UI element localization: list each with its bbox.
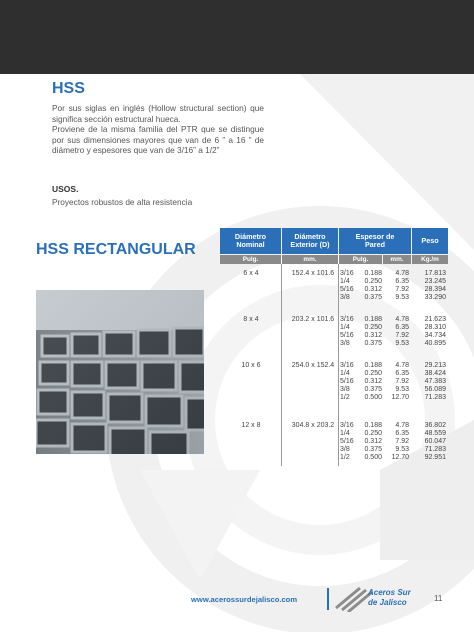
logo-line1: Aceros Sur	[368, 588, 411, 597]
cell-inches: 0.312	[364, 286, 382, 294]
cell-inches: 0.312	[364, 438, 382, 446]
cell-fraction: 1/4	[340, 430, 350, 438]
cell-kg-per-m: 34.734	[424, 332, 446, 340]
cell-mm: 9.53	[395, 340, 409, 348]
cell-inches: 0.375	[364, 386, 382, 394]
cell-kg-per-m: 29.213	[424, 362, 446, 369]
cell-exterior: 203.2 x 101.6	[291, 316, 335, 323]
cell-fraction: 1/4	[340, 324, 350, 332]
cell-mm: 7.92	[395, 286, 409, 294]
subhead-peso: Kg./m	[412, 255, 448, 264]
cell-mm: 7.92	[395, 438, 409, 446]
cell-fraction: 1/4	[340, 370, 350, 378]
cell-exterior: 304.8 x 203.2	[291, 422, 335, 429]
cell-fraction: 3/16	[340, 362, 354, 369]
cell-fraction: 5/16	[340, 378, 354, 386]
cell-kg-per-m: 92.951	[424, 454, 446, 462]
cell-kg-per-m: 47.383	[424, 378, 446, 386]
cell-mm: 7.92	[395, 332, 409, 340]
footer-divider	[327, 588, 329, 610]
cell-inches: 0.188	[364, 316, 382, 323]
cell-inches: 0.250	[364, 370, 382, 378]
cell-kg-per-m: 48.559	[424, 430, 446, 438]
cell-mm: 4.78	[395, 422, 409, 429]
cell-fraction: 3/16	[340, 270, 354, 277]
steel-tubes-photo	[36, 290, 204, 454]
cell-inches: 0.188	[364, 422, 382, 429]
cell-mm: 12.70	[391, 394, 409, 402]
cell-kg-per-m: 21.623	[424, 316, 446, 323]
cell-kg-per-m: 33.290	[424, 294, 446, 302]
cell-exterior: 152.4 x 101.6	[291, 270, 335, 277]
cell-mm: 4.78	[395, 316, 409, 323]
cell-mm: 9.53	[395, 386, 409, 394]
cell-fraction: 3/8	[340, 294, 350, 302]
cell-fraction: 3/8	[340, 386, 350, 394]
col-head-peso: Peso	[412, 228, 448, 254]
cell-kg-per-m: 17.813	[424, 270, 446, 277]
subhead-exterior: mm.	[282, 255, 338, 264]
subhead-espesor-mm: mm.	[383, 255, 411, 264]
cell-fraction: 5/16	[340, 438, 354, 446]
cell-kg-per-m: 56.089	[424, 386, 446, 394]
cell-kg-per-m: 38.424	[424, 370, 446, 378]
hss-rectangular-title: HSS RECTANGULAR	[36, 241, 196, 258]
cell-nominal: 12 x 8	[241, 422, 261, 429]
cell-fraction: 3/8	[340, 446, 350, 454]
col-head-exterior: Diámetro Exterior (D)	[282, 228, 338, 254]
cell-fraction: 5/16	[340, 332, 354, 340]
cell-kg-per-m: 36.802	[424, 422, 446, 429]
cell-mm: 9.53	[395, 446, 409, 454]
hss-title: HSS	[52, 80, 85, 97]
cell-mm: 6.35	[395, 324, 409, 332]
cell-fraction: 3/8	[340, 340, 350, 348]
cell-inches: 0.375	[364, 446, 382, 454]
cell-inches: 0.500	[364, 454, 382, 462]
intro-paragraph: Proviene de la misma familia del PTR que se distingue por sus dimensiones mayores que van de 6 ” a 16 ” de diámetro y espesores que van de 3/16” a 1/2”	[52, 124, 264, 156]
intro-paragraph: Por sus siglas en inglés (Hollow structural section) que significa sección estructural hueca.	[52, 103, 264, 124]
cell-fraction: 1/2	[340, 454, 350, 462]
cell-inches: 0.250	[364, 278, 382, 286]
cell-inches: 0.188	[364, 270, 382, 277]
cell-kg-per-m: 60.047	[424, 438, 446, 446]
cell-inches: 0.500	[364, 394, 382, 402]
cell-kg-per-m: 71.283	[424, 394, 446, 402]
cell-inches: 0.312	[364, 332, 382, 340]
cell-mm: 4.78	[395, 270, 409, 277]
cell-fraction: 3/16	[340, 422, 354, 429]
col-head-espesor: Espesor de Pared	[339, 228, 411, 254]
cell-fraction: 3/16	[340, 316, 354, 323]
cell-inches: 0.312	[364, 378, 382, 386]
cell-kg-per-m: 71.283	[424, 446, 446, 454]
cell-mm: 6.35	[395, 278, 409, 286]
website-link[interactable]: www.acerossurdejalisco.com	[191, 595, 298, 604]
cell-inches: 0.375	[364, 294, 382, 302]
logo-line2: de Jalisco	[368, 598, 407, 607]
subhead-nominal: Pulg.	[220, 255, 281, 264]
subhead-espesor-in: Pulg.	[339, 255, 382, 264]
cell-nominal: 10 x 6	[241, 362, 261, 369]
cell-mm: 12.70	[391, 454, 409, 462]
cell-inches: 0.250	[364, 430, 382, 438]
cell-mm: 4.78	[395, 362, 409, 369]
cell-kg-per-m: 28.394	[424, 286, 446, 294]
cell-inches: 0.188	[364, 362, 382, 369]
cell-nominal: 6 x 4	[243, 270, 259, 277]
cell-kg-per-m: 40.895	[424, 340, 446, 348]
cell-mm: 7.92	[395, 378, 409, 386]
page-number: 11	[434, 594, 443, 603]
cell-mm: 9.53	[395, 294, 409, 302]
usos-heading: USOS.	[52, 184, 79, 194]
cell-mm: 6.35	[395, 430, 409, 438]
cell-kg-per-m: 28.310	[424, 324, 446, 332]
cell-fraction: 1/4	[340, 278, 350, 286]
cell-inches: 0.250	[364, 324, 382, 332]
cell-kg-per-m: 23.245	[424, 278, 446, 286]
hss-description	[52, 103, 264, 156]
cell-exterior: 254.0 x 152.4	[291, 362, 335, 369]
usos-text: Proyectos robustos de alta resistencia	[52, 197, 193, 207]
cell-fraction: 5/16	[340, 286, 354, 294]
cell-inches: 0.375	[364, 340, 382, 348]
col-head-nominal: Diámetro Nominal	[220, 228, 281, 254]
cell-nominal: 8 x 4	[243, 316, 259, 323]
cell-fraction: 1/2	[340, 394, 350, 402]
aceros-sur-logo-icon	[334, 582, 424, 612]
cell-mm: 6.35	[395, 370, 409, 378]
